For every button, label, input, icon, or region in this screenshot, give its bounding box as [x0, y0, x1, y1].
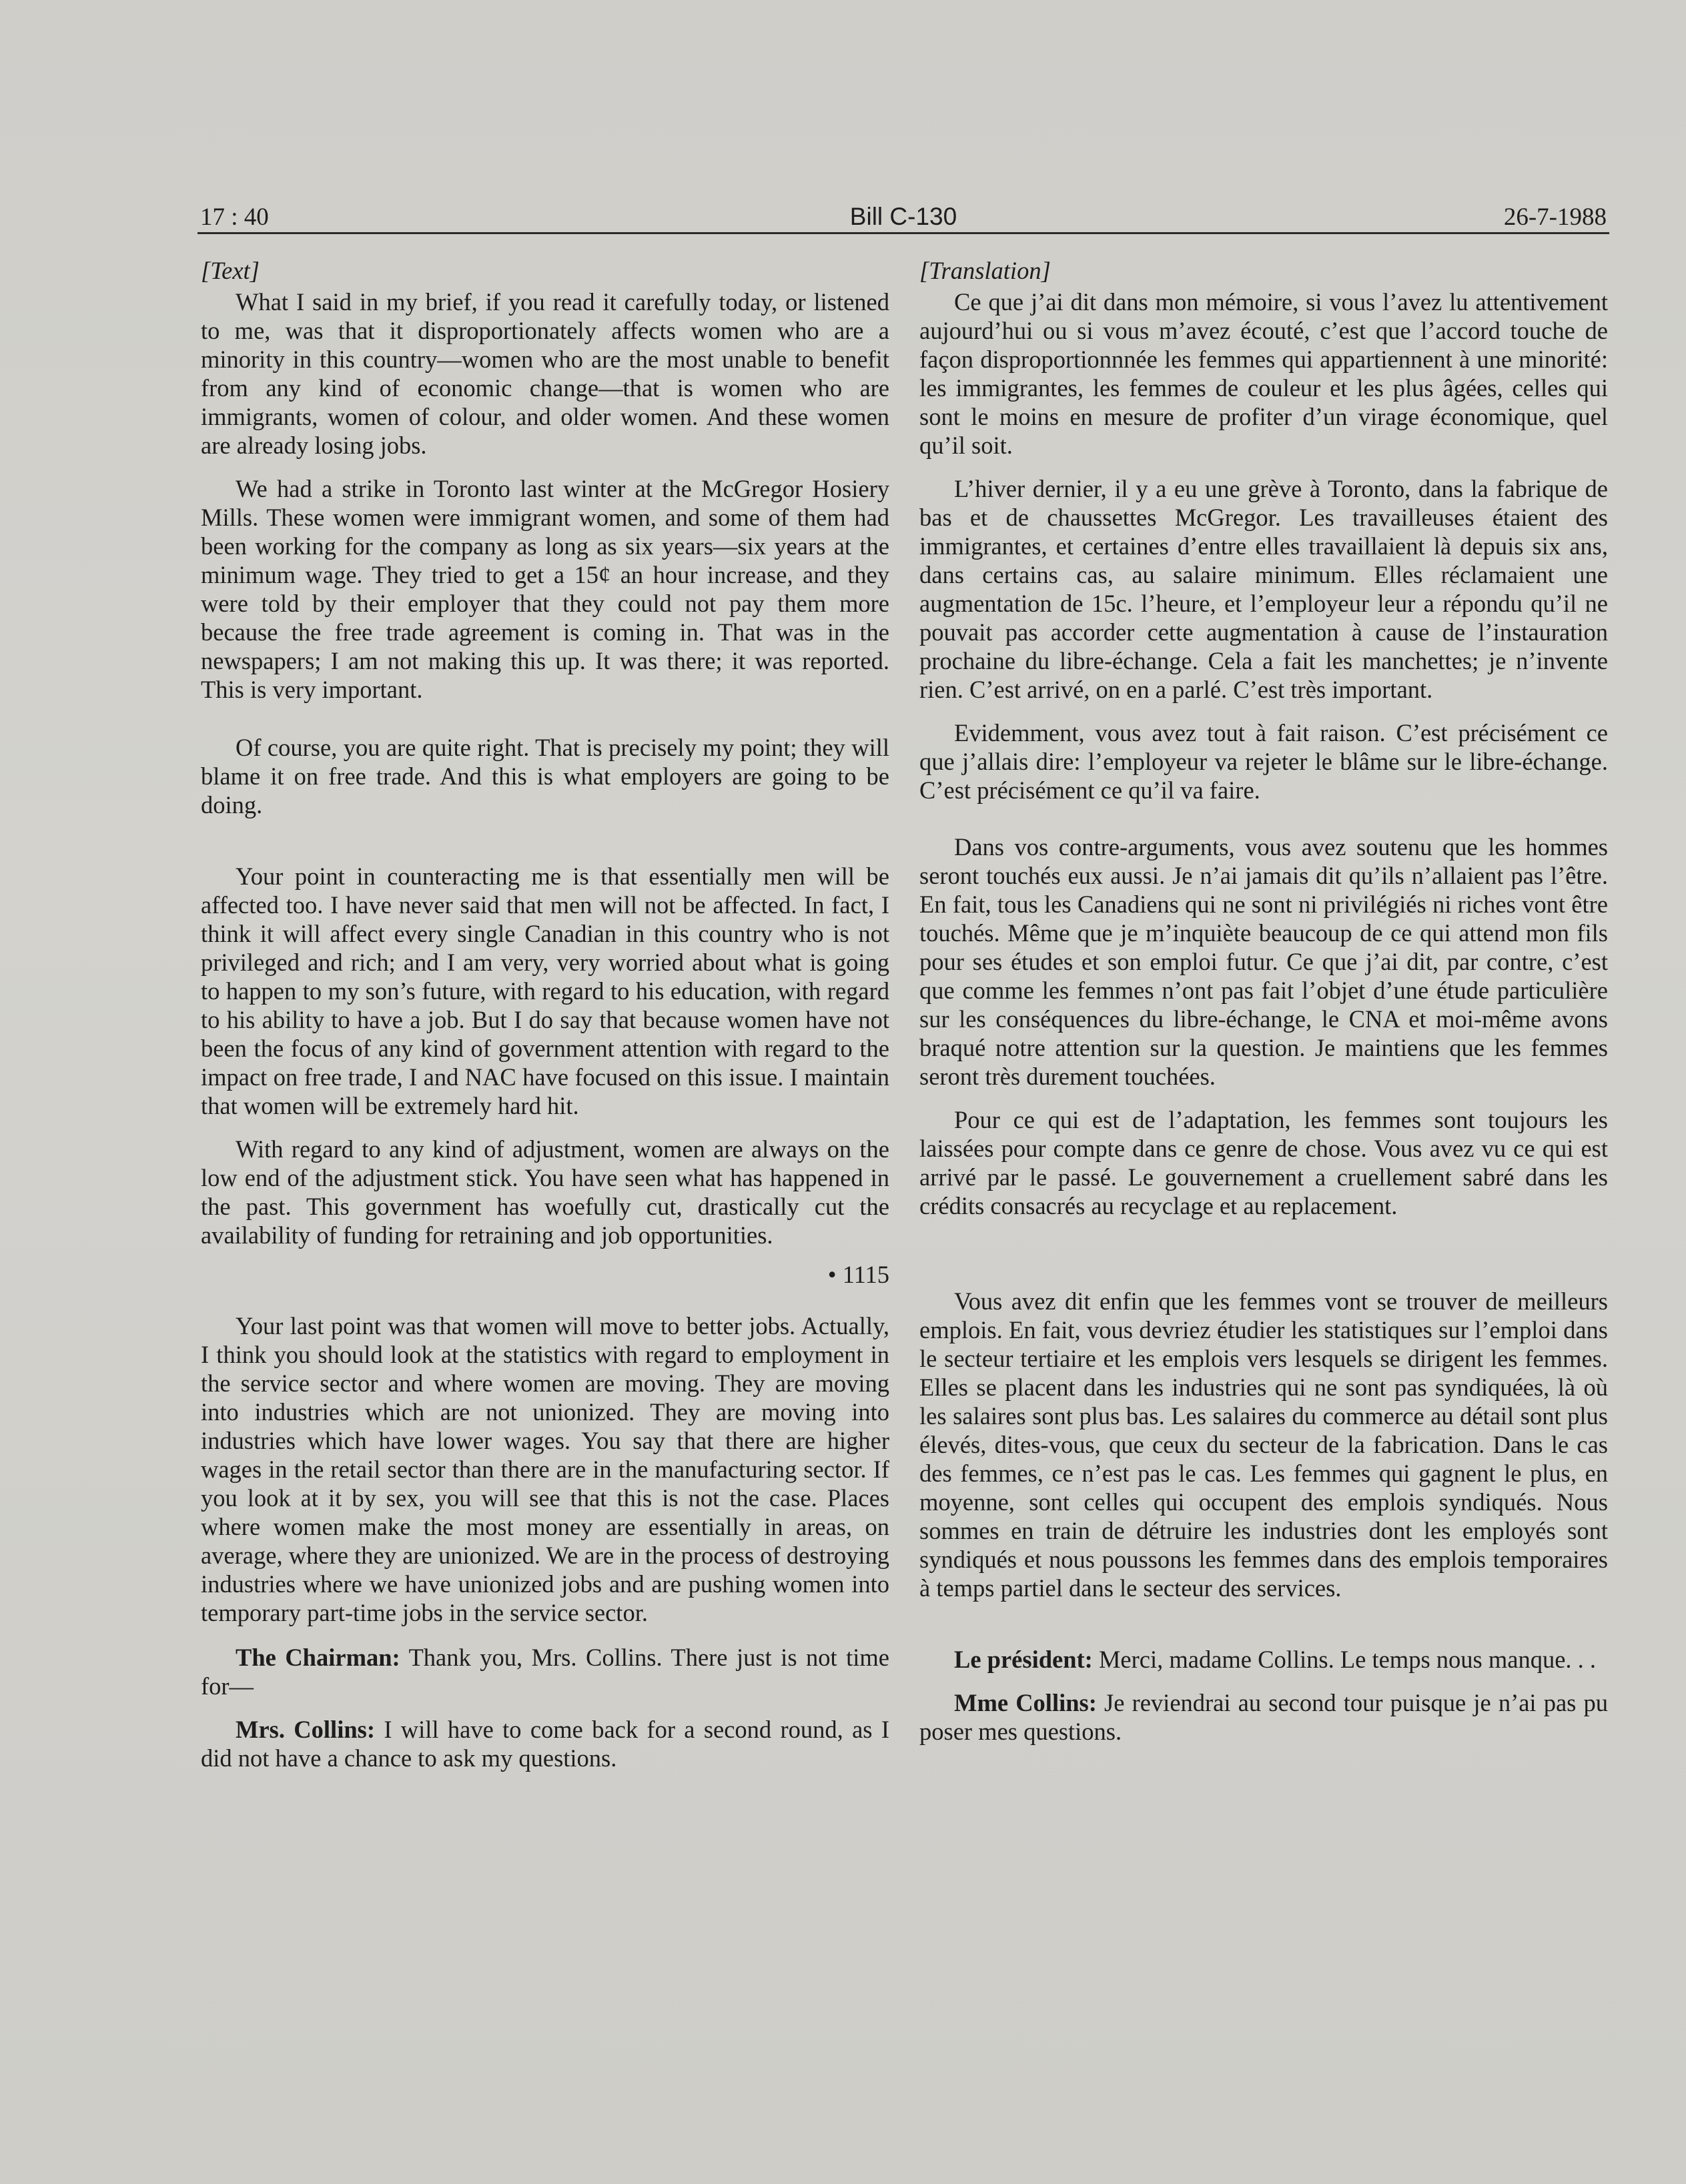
speaker-turn: [919, 1645, 1608, 1674]
paragraph: What I said in my brief, if you read it carefully today, or listened to me, was that it disproportionately affects women who are a minority in this country—women who are the most unable to benefit from any kind of economic change—that is women who are immigrants, women of colour, and older women. And these women are already losing jobs.: [201, 288, 889, 459]
paragraph: Dans vos contre-arguments, vous avez soutenu que les hommes seront touchés eux aussi. Je n’ai jamais dit qu’ils n’allaient pas l’être. En fait, tous les Canadiens qui ne sont ni privilégiés ni riches vont être touchés. Même que je m’inquiète beaucoup de ce qui attend mon fils pour ses études et son emploi futur. Ce que j’ai dit, par contre, c’est que comme les femmes n’ont pas fait l’objet d’une étude particulière sur les conséquences du libre-échange, le CNA et moi-même avons braqué notre attention sur la question. Je maintiens que les femmes seront très durement touchées.: [919, 833, 1608, 1090]
paragraph: Your point in counteracting me is that essentially men will be affected too. I have never said that men will not be affected. In fact, I think it will affect every single Canadian in this country who is not privileged and rich; and I am very, very worried about what is going to happen to my son’s future, with regard to his education, with regard to his ability to have a job. But I do say that because women have not been the focus of any kind of government attention with regard to the impact on free trade, I and NAC have focused on this issue. I maintain that women will be extremely hard hit.: [201, 863, 889, 1119]
time-stamp: • 1115: [827, 1261, 889, 1288]
paragraph: Of course, you are quite right. That is precisely my point; they will blame it on free trade. And this is what employers are going to be doing.: [201, 734, 889, 818]
page-number: 17 : 40: [200, 203, 269, 231]
running-header: [197, 200, 1609, 234]
speech-text: Thank you, Mrs. Collins. There just is not time for—: [201, 1644, 889, 1700]
text-label: [Text]: [201, 257, 260, 284]
speaker-turn: [201, 1643, 889, 1700]
speaker-name: The Chairman:: [236, 1644, 400, 1671]
speaker-name: Mme Collins:: [954, 1689, 1097, 1716]
paragraph: With regard to any kind of adjustment, women are always on the low end of the adjustment stick. You have seen what has happened in the past. This government has woefully cut, drastically cut the availability of funding for retraining and job opportunities.: [201, 1135, 889, 1249]
paragraph: L’hiver dernier, il y a eu une grève à Toronto, dans la fabrique de bas et de chaussettes McGregor. Les travailleuses étaient des immigrantes, et certaines d’entre elles travaillaient là depuis six ans, dans certains cas, au salaire minimum. Elles réclamaient une augmentation de 15c. l’heure, et l’employeur leur a répondu qu’il ne pouvait pas accorder cette augmentation à cause de l’instauration prochaine du libre-échange. Cela a fait les manchettes; je n’invente rien. C’est arrivé, on en a parlé. C’est très important.: [919, 475, 1608, 703]
paragraph: Pour ce qui est de l’adaptation, les femmes sont toujours les laissées pour compte dans ce genre de chose. Vous avez vu ce qui est arrivé par le passé. Le gouvernement a cruellement sabré dans les crédits consacrés au recyclage et au replacement.: [919, 1106, 1608, 1219]
speech-text: I will have to come back for a second round, as I did not have a chance to ask my questions.: [201, 1716, 889, 1772]
french-column: [919, 256, 1608, 1746]
speaker-name: Le président:: [954, 1646, 1093, 1673]
paragraph: Ce que j’ai dit dans mon mémoire, si vous l’avez lu attentivement aujourd’hui ou si vous m’avez écouté, c’est que l’accord touche de façon disproportionnnée les femmes qui appartiennent à une minorité: les immigrantes, les femmes de couleur et les plus âgées, celles qui sont le moins en mesure de profiter d’un virage économique, quel qu’il soit.: [919, 288, 1608, 459]
paragraph: Your last point was that women will move to better jobs. Actually, I think you should look at the statistics with regard to employment in the service sector and where women are moving. They are moving into industries which are not unionized. They are moving into industries which have lower wages. You say that there are higher wages in the retail sector than there are in the manufacturing sector. If you look at it by sex, you will see that this is not the case. Places where women make the most money are essentially in areas, on average, where they are unionized. We are in the process of destroying industries where we have unionized jobs and are pushing women into temporary part-time jobs in the service sector.: [201, 1312, 889, 1626]
bill-title: Bill C-130: [849, 203, 957, 230]
paragraph: Evidemment, vous avez tout à fait raison. C’est précisément ce que j’allais dire: l’employeur va rejeter le blâme sur le libre-échange. C’est précisément ce qu’il va faire.: [919, 719, 1608, 804]
speaker-turn: [919, 1688, 1608, 1746]
paragraph: We had a strike in Toronto last winter at the McGregor Hosiery Mills. These women were immigrant women, and some of them had been working for the company as long as six years—six years at the minimum wage. They tried to get a 15¢ an hour increase, and they were told by their employer that they could not pay them more because the free trade agreement is coming in. That was in the newspapers; I am not making this up. It was there; it was reported. This is very important.: [201, 475, 889, 703]
paragraph: Vous avez dit enfin que les femmes vont se trouver de meilleurs emplois. En fait, vous devriez étudier les statistiques sur l’emploi dans le secteur tertiaire et les emplois vers lesquels se dirigent les femmes. Elles se placent dans les industries qui ne sont pas syndiquées, là où les salaires sont plus bas. Les salaires du commerce au détail sont plus élevés, dites-vous, que ceux du secteur de la fabrication. Dans le cas des femmes, ce n’est pas le cas. Les femmes qui gagnent le plus, en moyenne, sont celles qui occupent des emplois syndiqués. Nous sommes en train de détruire les industries dont les employés sont syndiqués et nous poussons les femmes dans des emplois temporaires à temps partiel dans le secteur des services.: [919, 1287, 1608, 1602]
header-date: 26-7-1988: [1503, 203, 1607, 231]
speaker-turn: [201, 1715, 889, 1772]
english-column: [201, 256, 889, 1772]
translation-label: [Translation]: [919, 257, 1051, 284]
speaker-name: Mrs. Collins:: [236, 1716, 375, 1743]
speech-text: Merci, madame Collins. Le temps nous manque. . .: [1092, 1646, 1597, 1673]
speech-text: Je reviendrai au second tour puisque je n’ai pas pu poser mes questions.: [919, 1689, 1608, 1745]
